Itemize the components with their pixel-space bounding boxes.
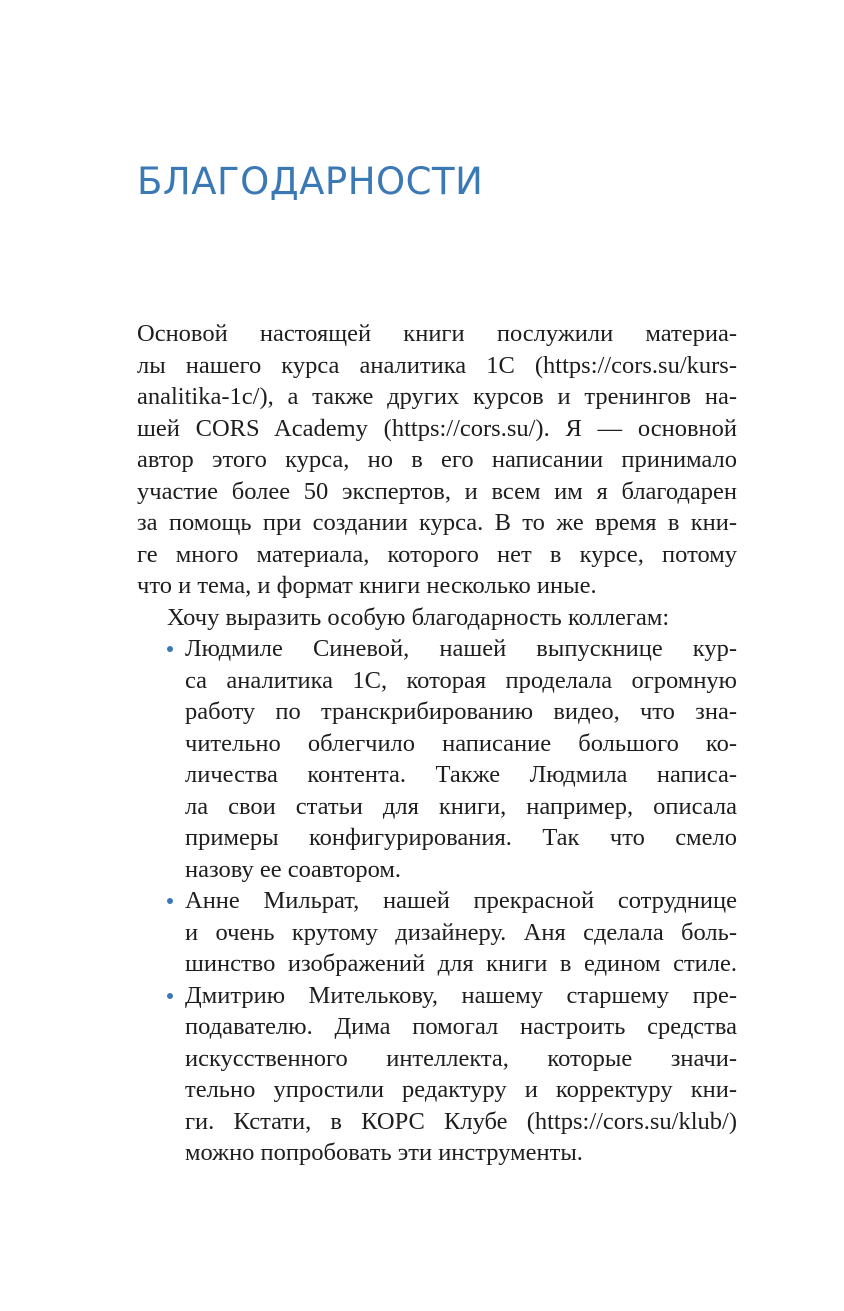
text-line: ге много материала, которого нет в курсе, потому <box>137 540 737 568</box>
bullet-dot-icon <box>167 646 173 652</box>
text-line: примеры конфигурирования. Так что смело <box>185 824 737 851</box>
text-line: искусственного интеллекта, которые значи- <box>185 1044 737 1072</box>
text-line: ги. Кстати, в КОРС Клубе (https://cors.su/klub/) <box>185 1107 737 1135</box>
bullet-dot-icon <box>167 898 173 904</box>
bullet-first-line <box>137 980 737 1012</box>
text-line: лы нашего курса аналитика 1С (https://cors.su/kurs- <box>137 351 737 379</box>
text-line: analitika-1c/), а также других курсов и тренингов на- <box>137 383 737 410</box>
text-line: тельно упростили редактуру и корректуру кни- <box>185 1076 737 1103</box>
bullet-list <box>137 633 737 1169</box>
text-line: са аналитика 1С, которая проделала огромную <box>185 666 737 694</box>
text-line: Дмитрию Мителькову, нашему старшему пре- <box>185 981 737 1009</box>
text-line: автор этого курса, но в его написании принимало <box>137 446 737 473</box>
text-line: работу по транскрибированию видео, что зна- <box>185 698 737 725</box>
text-line: за помощь при создании курса. В то же время в кни- <box>137 509 737 536</box>
text-line: Анне Мильрат, нашей прекрасной сотруднице <box>185 887 737 914</box>
list-item <box>137 633 737 885</box>
lead-line: Хочу выразить особую благодарность коллегам: <box>167 603 670 631</box>
text-line: личества контента. Также Людмила написа- <box>185 761 737 788</box>
text-line: участие более 50 экспертов, и всем им я благодарен <box>137 477 737 505</box>
bullet-dot-icon <box>167 993 173 999</box>
bullet-first-line <box>137 885 737 917</box>
text-line: что и тема, и формат книги несколько иные. <box>137 572 597 599</box>
text-line: Людмиле Синевой, нашей выпускнице кур- <box>185 635 737 662</box>
list-item <box>137 980 737 1169</box>
text-line: ла свои статьи для книги, например, описала <box>185 792 737 820</box>
intro-paragraph <box>137 318 737 602</box>
bullet-first-line <box>137 633 737 665</box>
list-item <box>137 885 737 980</box>
text-line: шей CORS Academy (https://cors.su/). Я — основной <box>137 414 737 442</box>
page-title: БЛАГОДАРНОСТИ <box>137 160 484 203</box>
text-line: Основой настоящей книги послужили материа- <box>137 320 737 347</box>
text-line: шинство изображений для книги в едином стиле. <box>185 950 737 977</box>
text-line: подавателю. Дима помогал настроить средства <box>185 1013 737 1040</box>
text-line: чительно облегчило написание большого ко- <box>185 729 737 757</box>
text-line: назову ее соавтором. <box>185 855 402 883</box>
text-line: можно попробовать эти инструменты. <box>185 1139 583 1166</box>
body-text <box>137 318 737 1169</box>
text-line: и очень крутому дизайнеру. Аня сделала боль- <box>185 918 737 946</box>
